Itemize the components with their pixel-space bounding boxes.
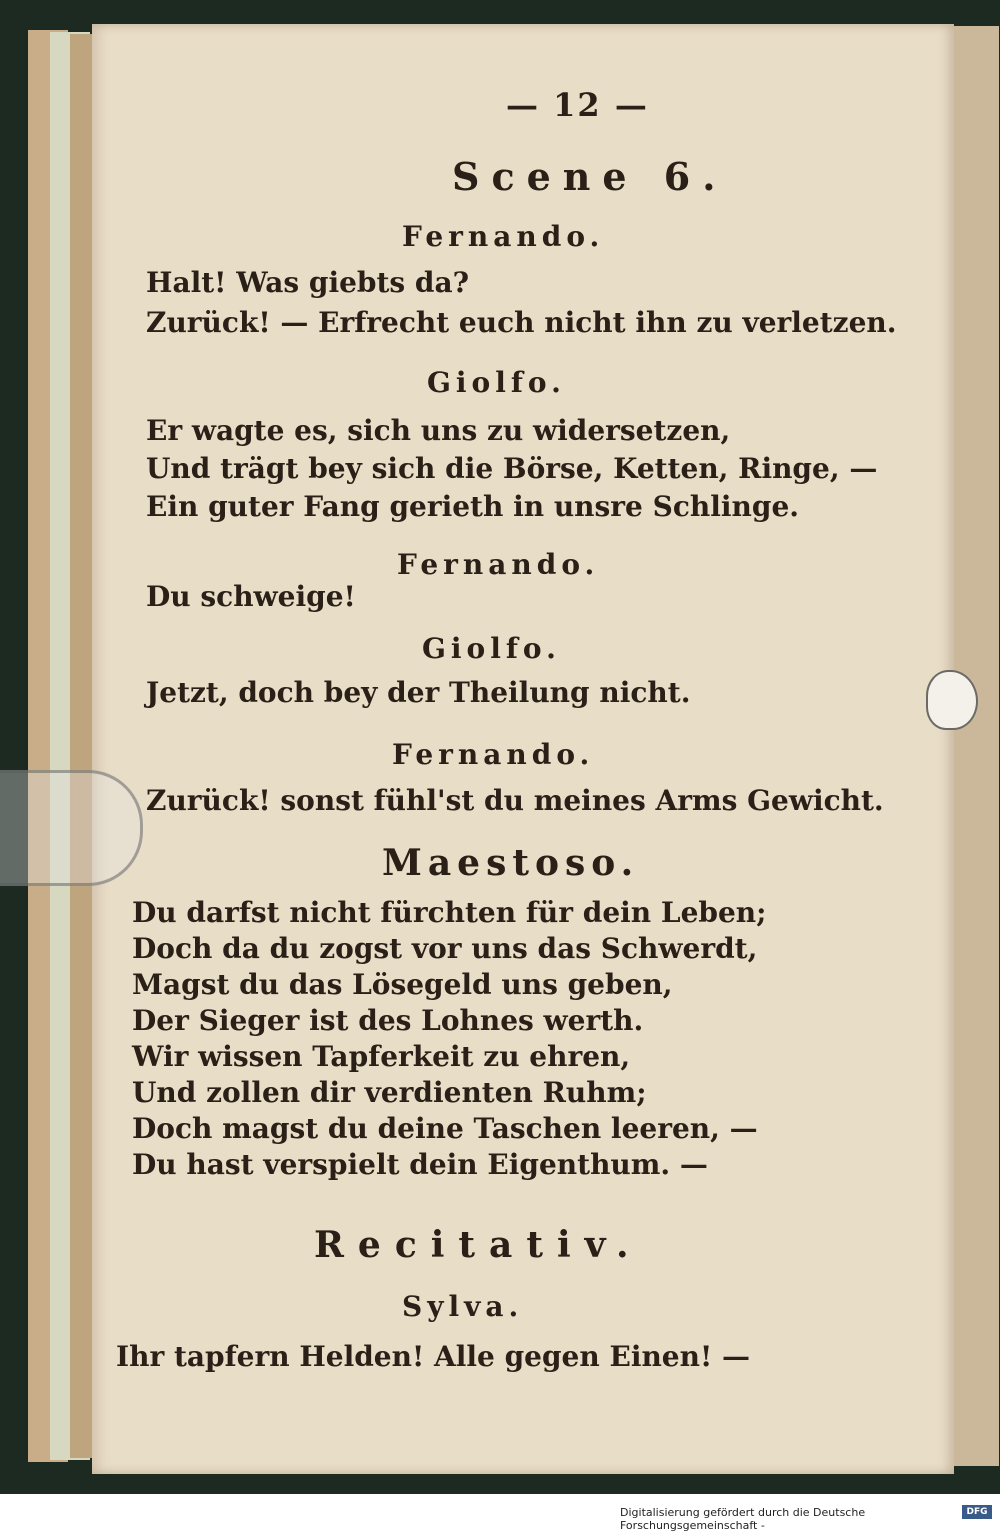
page-clip: [0, 770, 143, 886]
digitization-credit: Digitalisierung gefördert durch die Deutsche Forschungsgemeinschaft -: [620, 1506, 866, 1532]
verse-line: Er wagte es, sich uns zu widersetzen,: [146, 414, 731, 447]
speaker-name: Fernando.: [397, 548, 600, 581]
verse-line: Du darfst nicht fürchten für dein Leben;: [132, 896, 767, 929]
tempo-heading: Maestoso.: [382, 842, 640, 884]
verse-line: Halt! Was giebts da?: [146, 266, 470, 299]
verse-line: Zurück! — Erfrecht euch nicht ihn zu verletzen.: [146, 306, 897, 339]
speaker-name: Fernando.: [392, 738, 595, 771]
facing-page-edge: [950, 26, 999, 1466]
verse-line: Ihr tapfern Helden! Alle gegen Einen! —: [116, 1340, 751, 1373]
verse-line: Ein guter Fang gerieth in unsre Schlinge.: [146, 490, 800, 523]
speaker-name: Giolfo.: [422, 632, 561, 665]
verse-line: Wir wissen Tapferkeit zu ehren,: [132, 1040, 631, 1073]
speaker-name: Sylva.: [402, 1290, 524, 1323]
dfg-logo: DFG: [962, 1505, 992, 1519]
speaker-name: Fernando.: [402, 220, 605, 253]
verse-line: Doch magst du deine Taschen leeren, —: [132, 1112, 758, 1145]
verse-line: Magst du das Lösegeld uns geben,: [132, 968, 673, 1001]
verse-line: Und zollen dir verdienten Ruhm;: [132, 1076, 647, 1109]
section-heading: Recitativ.: [314, 1224, 643, 1266]
speaker-name: Giolfo.: [427, 366, 566, 399]
book-page: [92, 24, 954, 1474]
page-number: — 12 —: [506, 86, 649, 124]
verse-line: Du schweige!: [146, 580, 356, 613]
paper-tear: [926, 670, 978, 730]
verse-line: Zurück! sonst fühl'st du meines Arms Gewicht.: [146, 784, 884, 817]
verse-line: Du hast verspielt dein Eigenthum. —: [132, 1148, 708, 1181]
verse-line: Der Sieger ist des Lohnes werth.: [132, 1004, 644, 1037]
scene-title: Scene 6.: [452, 154, 728, 199]
verse-line: Und trägt bey sich die Börse, Ketten, Ringe, —: [146, 452, 878, 485]
verse-line: Jetzt, doch bey der Theilung nicht.: [146, 676, 691, 709]
verse-line: Doch da du zogst vor uns das Schwerdt,: [132, 932, 758, 965]
